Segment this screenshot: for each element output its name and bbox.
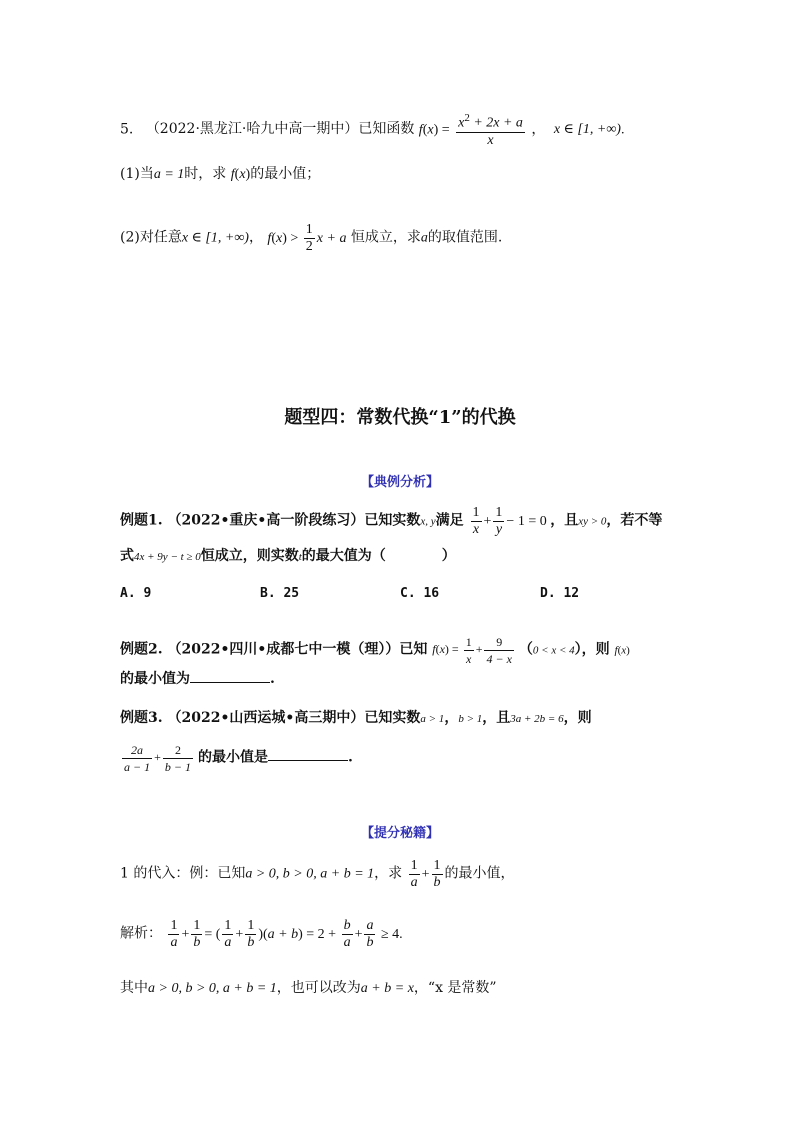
ex3-tail: ，则 (563, 710, 592, 726)
ex2-label: 例题2. (120, 641, 163, 658)
ex1-line2-tail: 恒成立，则实数 (200, 548, 299, 564)
example-1-line2 (120, 546, 456, 567)
answer-blank[interactable] (190, 682, 270, 683)
ex1-line2-head: 式 (120, 548, 134, 564)
fx-symbol: f(x) (230, 167, 251, 182)
tips-l3-cond: a > 0, b > 0, a + b = 1 (148, 981, 277, 996)
q5-fraction: $\frac{x^2 + 2x + a}{x}$ (458, 112, 523, 148)
tips-l1-cond: a > 0, b > 0, a + b = 1 (245, 866, 375, 882)
example-1 (120, 505, 662, 538)
ex1-vars: x, y (420, 515, 436, 528)
tips-l3-head: 其中 (120, 980, 148, 996)
q5-domain: x ∈ [1, +∞) (553, 122, 621, 138)
tips-l3-end: ，“x 是常数” (413, 980, 497, 996)
ex1-line2-end: 的最大值为（ ） (301, 548, 456, 564)
fx-definition: f(x) = (418, 122, 450, 138)
tips-l1-head: 1 的代入：例：已知 (120, 865, 246, 882)
tips-l3-mid: ，也可以改为 (276, 980, 361, 996)
example-header: 【典例分析】 (360, 475, 439, 490)
ex1-inequality: 4x + 9y − t ≥ 0 (134, 551, 201, 563)
ex2-fx: f(x) (614, 644, 630, 657)
ex1-var-t: t (298, 551, 302, 563)
ex1-cond-lead: 满足 (435, 512, 464, 529)
q5-part1-end: 的最小值； (250, 166, 321, 182)
option-d: D. 12 (540, 586, 580, 601)
half-fraction: $\frac{1}{2}$ (305, 222, 313, 254)
q5-part1 (120, 164, 320, 185)
ex1-cond-tail: ，且 (550, 512, 579, 529)
tips-line1 (120, 858, 515, 891)
option-a: A. 9 (120, 586, 152, 601)
tips-l2-eq: = 2 + (306, 926, 337, 942)
q5-part1-cond: a = 1 (153, 167, 185, 182)
q5-part2: (2)对任意x ∈ [1, +∞)， f(x) > $\frac{1}{2}$ x + a 恒成立，求a的取值范围. (120, 222, 503, 254)
ex2-range: 0 < x < 4 (532, 644, 575, 657)
tips-l1-end: 的最小值， (444, 865, 515, 882)
section-title: 题型四：常数代换“1”的代换 (284, 407, 516, 428)
example-3: 例题3. （2022•山西运城•高三期中）已知实数a > 1，b > 1，且3a + 2b = 6，则 (120, 710, 592, 726)
ex1-label: 例题1. (120, 512, 163, 529)
tips-derivation: $\frac{1}{a}$ + $\frac{1}{b}$ = ( $\frac{1}{a}$ + $\frac{1}{b}$ )(a + b) = 2 + $\frac{b}{a}$ + $\frac{a}{b}$ ≥ 4. (170, 918, 403, 950)
q5-part2-ineq: f(x) > $\frac{1}{2}$ x + a (267, 222, 347, 254)
ex2-source: （2022•四川•成都七中一模（理））已知 (167, 641, 428, 658)
tips-line3 (120, 978, 497, 999)
q5-part1-tail: 时，求 (184, 166, 227, 182)
ex2-tail: ），则 (574, 641, 610, 658)
ex2-function: f(x) = $\frac{1}{x}$ + $\frac{9}{4 - x}$ (432, 635, 512, 666)
tips-l1-expr: $\frac{1}{a}$ + $\frac{1}{b}$ (410, 858, 441, 890)
example-2-line2 (120, 669, 275, 689)
answer-blank[interactable] (268, 760, 348, 761)
ex3-label: 例题3. (120, 710, 163, 726)
option-c: C. 16 (400, 586, 440, 601)
q5-part2-tail: 恒成立，求 (350, 229, 421, 246)
tips-l2-ge: ≥ 4 (380, 926, 400, 942)
example-2: 例题2. （2022•四川•成都七中一模（理））已知 f(x) = $\frac{1}{x}$ + $\frac{9}{4 - x}$ （0 < x < 4），则 f(x) (120, 635, 630, 666)
q5-part2-label: (2)对任意 (120, 229, 182, 246)
ex3-end: . (348, 749, 353, 766)
q5-part2-domain: x ∈ [1, +∞) (181, 230, 249, 246)
ex3-cond2: b > 1 (458, 713, 483, 725)
ex1-cond3: ，若不等 (606, 512, 663, 529)
ex1-equation: $\frac{1}{x}$ + $\frac{1}{y}$ − 1 = 0 (472, 505, 547, 537)
tips-l2-head: 解析： (120, 925, 162, 942)
option-b: B. 25 (260, 586, 300, 601)
ex3-source: （2022•山西运城•高三期中）已知实数 (167, 710, 421, 726)
q5-part2-end: 的取值范围. (427, 229, 503, 246)
example-3-line2 (120, 742, 353, 775)
tips-header: 【提分秘籍】 (360, 826, 439, 841)
q5-source: （2022·黑龙江·哈九中高一期中）已知函数 (145, 121, 415, 138)
q5-number: 5. (120, 121, 134, 138)
ex1-cond2: xy > 0 (578, 515, 607, 528)
tips-l3-sum: a + b = x (360, 981, 414, 996)
ex3-cond1: a > 1 (420, 713, 445, 725)
q5-statement: 5. （2022·黑龙江·哈九中高一期中）已知函数 f(x) = $\frac{x^2 + 2x + a}{x}$ ， x ∈ [1, +∞). (120, 112, 625, 148)
ex2-end: . (270, 671, 275, 687)
ex3-cond3: 3a + 2b = 6 (510, 713, 564, 725)
ex3-line2: 的最小值是 (198, 749, 268, 766)
tips-l1-mid: ，求 (374, 865, 403, 882)
ex1-source: （2022•重庆•高一阶段练习）已知实数 (167, 512, 421, 529)
ex2-line2: 的最小值为 (120, 671, 190, 687)
ex3-expression: $\frac{2a}{a - 1}$ + $\frac{2}{b - 1}$ (124, 743, 191, 774)
tips-line2 (120, 918, 403, 951)
q5-part1-label: (1)当 (120, 166, 154, 182)
